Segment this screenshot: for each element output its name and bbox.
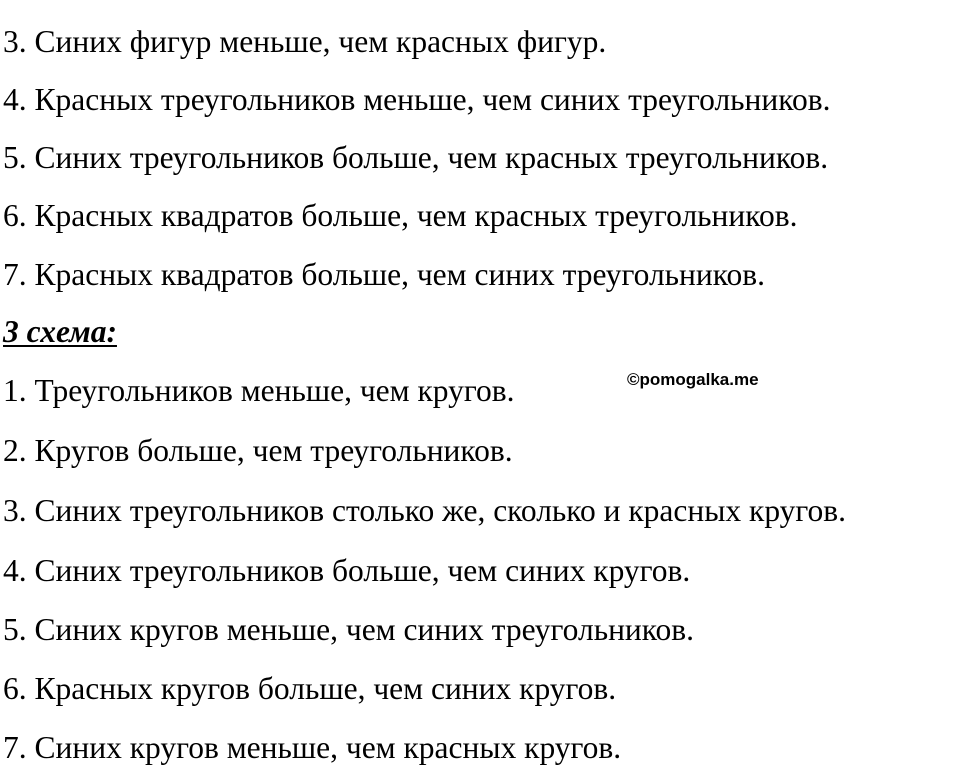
statement-line: 3. Синих треугольников столько же, сколько и красных кругов. <box>3 493 847 528</box>
statement-line: 6. Красных квадратов больше, чем красных треугольников. <box>3 198 798 233</box>
statement-line: 5. Синих кругов меньше, чем синих треугольников. <box>3 612 694 647</box>
statement-line: 5. Синих треугольников больше, чем красных треугольников. <box>3 140 829 175</box>
statement-line: 7. Синих кругов меньше, чем красных кругов. <box>3 730 622 765</box>
watermark: ©pomogalka.me <box>627 370 759 389</box>
statement-line: 7. Красных квадратов больше, чем синих треугольников. <box>3 257 765 292</box>
statement-line: 6. Красных кругов больше, чем синих кругов. <box>3 671 617 706</box>
statement-line: 2. Кругов больше, чем треугольников. <box>3 433 513 468</box>
section-heading: 3 схема: <box>3 314 117 349</box>
statement-line: 4. Синих треугольников больше, чем синих кругов. <box>3 553 691 588</box>
statement-line: 1. Треугольников меньше, чем кругов. <box>3 373 515 408</box>
statement-line: 3. Синих фигур меньше, чем красных фигур. <box>3 24 607 59</box>
statement-line: 4. Красных треугольников меньше, чем синих треугольников. <box>3 82 831 117</box>
